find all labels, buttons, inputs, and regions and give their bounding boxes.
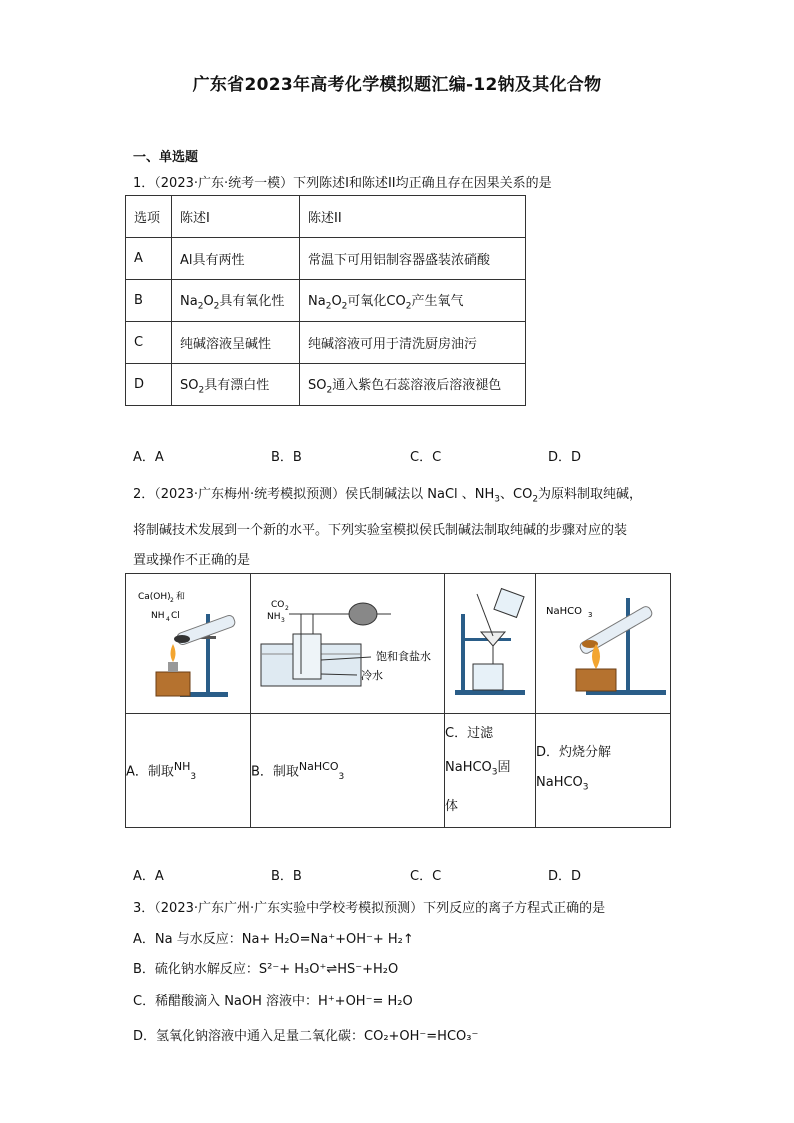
image-label: 4: [166, 616, 170, 623]
image-label: 2: [170, 597, 174, 604]
question-1-table: [125, 195, 526, 406]
table-cell: $Na_2O_2$可氧化$CO_2$产生氧气: [300, 280, 526, 322]
option-c-cell: C．过滤 NaHCO$_3$固 体: [445, 714, 536, 828]
image-label: NH: [151, 611, 165, 621]
table-cell: $Na_2O_2$具有氧化性: [172, 280, 300, 322]
section-heading: 一、单选题: [133, 150, 199, 165]
table-cell: 纯碱溶液可用于清洗厨房油污: [300, 322, 526, 364]
label-row: [126, 714, 671, 828]
table-cell-option: D: [126, 364, 172, 406]
table-row: [126, 238, 526, 280]
question-1-stem: 1．（2023·广东·统考一模）下列陈述I和陈述II均正确且存在因果关系的是: [133, 176, 552, 191]
question-2-stem-line3: 置或操作不正确的是: [133, 553, 251, 568]
bicarbonate-apparatus-image: [251, 574, 444, 709]
image-label: NaHCO: [546, 606, 582, 617]
table-cell: $SO_2$具有漂白性: [172, 364, 300, 406]
table-row: [126, 280, 526, 322]
option-b[interactable]: B．B: [271, 450, 302, 465]
option-c[interactable]: C．C: [410, 869, 442, 884]
option-b-cell: B．制取$^{NaHCO}_3$: [251, 714, 445, 828]
image-label: CO: [271, 600, 285, 610]
table-cell-option: B: [126, 280, 172, 322]
table-cell: $SO_2$通入紫色石蕊溶液后溶液褪色: [300, 364, 526, 406]
page-title: 广东省2023年高考化学模拟题汇编-12钠及其化合物: [192, 75, 602, 95]
table-header-row: [126, 196, 526, 238]
apparatus-c-cell: [445, 574, 536, 714]
table-header-cell: 陈述I: [172, 196, 300, 238]
question-2-stem-line1: 2．（2023·广东梅州·统考模拟预测）侯氏制碱法以 NaCl 、$NH_3$、$CO_2$为原料制取纯碱，: [133, 487, 643, 505]
apparatus-a-cell: [126, 574, 251, 714]
image-label: 2: [285, 605, 289, 612]
table-cell: 纯碱溶液呈碱性: [172, 322, 300, 364]
filtration-apparatus-image: [445, 574, 535, 709]
image-label: Cl: [171, 611, 180, 621]
image-label: 和: [176, 592, 186, 602]
image-label: 3: [588, 611, 593, 619]
table-cell-option: A: [126, 238, 172, 280]
apparatus-d-cell: [536, 574, 671, 714]
option-d[interactable]: D．D: [548, 450, 582, 465]
table-cell: Al具有两性: [172, 238, 300, 280]
option-a[interactable]: A．A: [133, 869, 164, 884]
table-cell-option: C: [126, 322, 172, 364]
ammonia-apparatus-image: [126, 574, 250, 709]
option-c[interactable]: C．C: [410, 450, 442, 465]
image-label: NH: [267, 612, 281, 622]
question-3-option-c[interactable]: C．稀醋酸滴入 NaOH 溶液中：H⁺+OH⁻= H₂O: [133, 994, 413, 1009]
table-header-cell: 选项: [126, 196, 172, 238]
question-3-stem: 3．（2023·广东广州·广东实验中学校考模拟预测）下列反应的离子方程式正确的是: [133, 901, 606, 916]
table-header-cell: 陈述II: [300, 196, 526, 238]
apparatus-b-cell: [251, 574, 445, 714]
option-d-cell: D．灼烧分解 NaHCO$_3$: [536, 714, 671, 828]
question-2-stem-line2: 将制碱技术发展到一个新的水平。下列实验室模拟侯氏制碱法制取纯碱的步骤对应的装: [133, 523, 628, 538]
option-a-cell: A．制取$^{NH}_3$: [126, 714, 251, 828]
image-label: 冷水: [361, 669, 383, 682]
image-row: [126, 574, 671, 714]
question-2-table: [125, 573, 671, 828]
table-cell: 常温下可用铝制容器盛装浓硝酸: [300, 238, 526, 280]
image-label: Ca(OH): [138, 592, 171, 602]
option-a[interactable]: A．A: [133, 450, 164, 465]
option-d[interactable]: D．D: [548, 869, 582, 884]
option-b[interactable]: B．B: [271, 869, 302, 884]
question-3-option-a[interactable]: A．Na 与水反应：Na+ H₂O=Na⁺+OH⁻+ H₂↑: [133, 932, 414, 947]
table-row: [126, 322, 526, 364]
question-3-option-b[interactable]: B．硫化钠水解反应：S²⁻+ H₃O⁺⇌HS⁻+H₂O: [133, 962, 399, 977]
question-3-option-d[interactable]: D．氢氧化钠溶液中通入足量二氧化碳：CO₂+OH⁻=HCO₃⁻: [133, 1029, 479, 1044]
table-row: [126, 364, 526, 406]
image-label: 饱和食盐水: [376, 650, 431, 663]
decomposition-apparatus-image: [536, 574, 670, 709]
image-label: 3: [281, 617, 285, 624]
